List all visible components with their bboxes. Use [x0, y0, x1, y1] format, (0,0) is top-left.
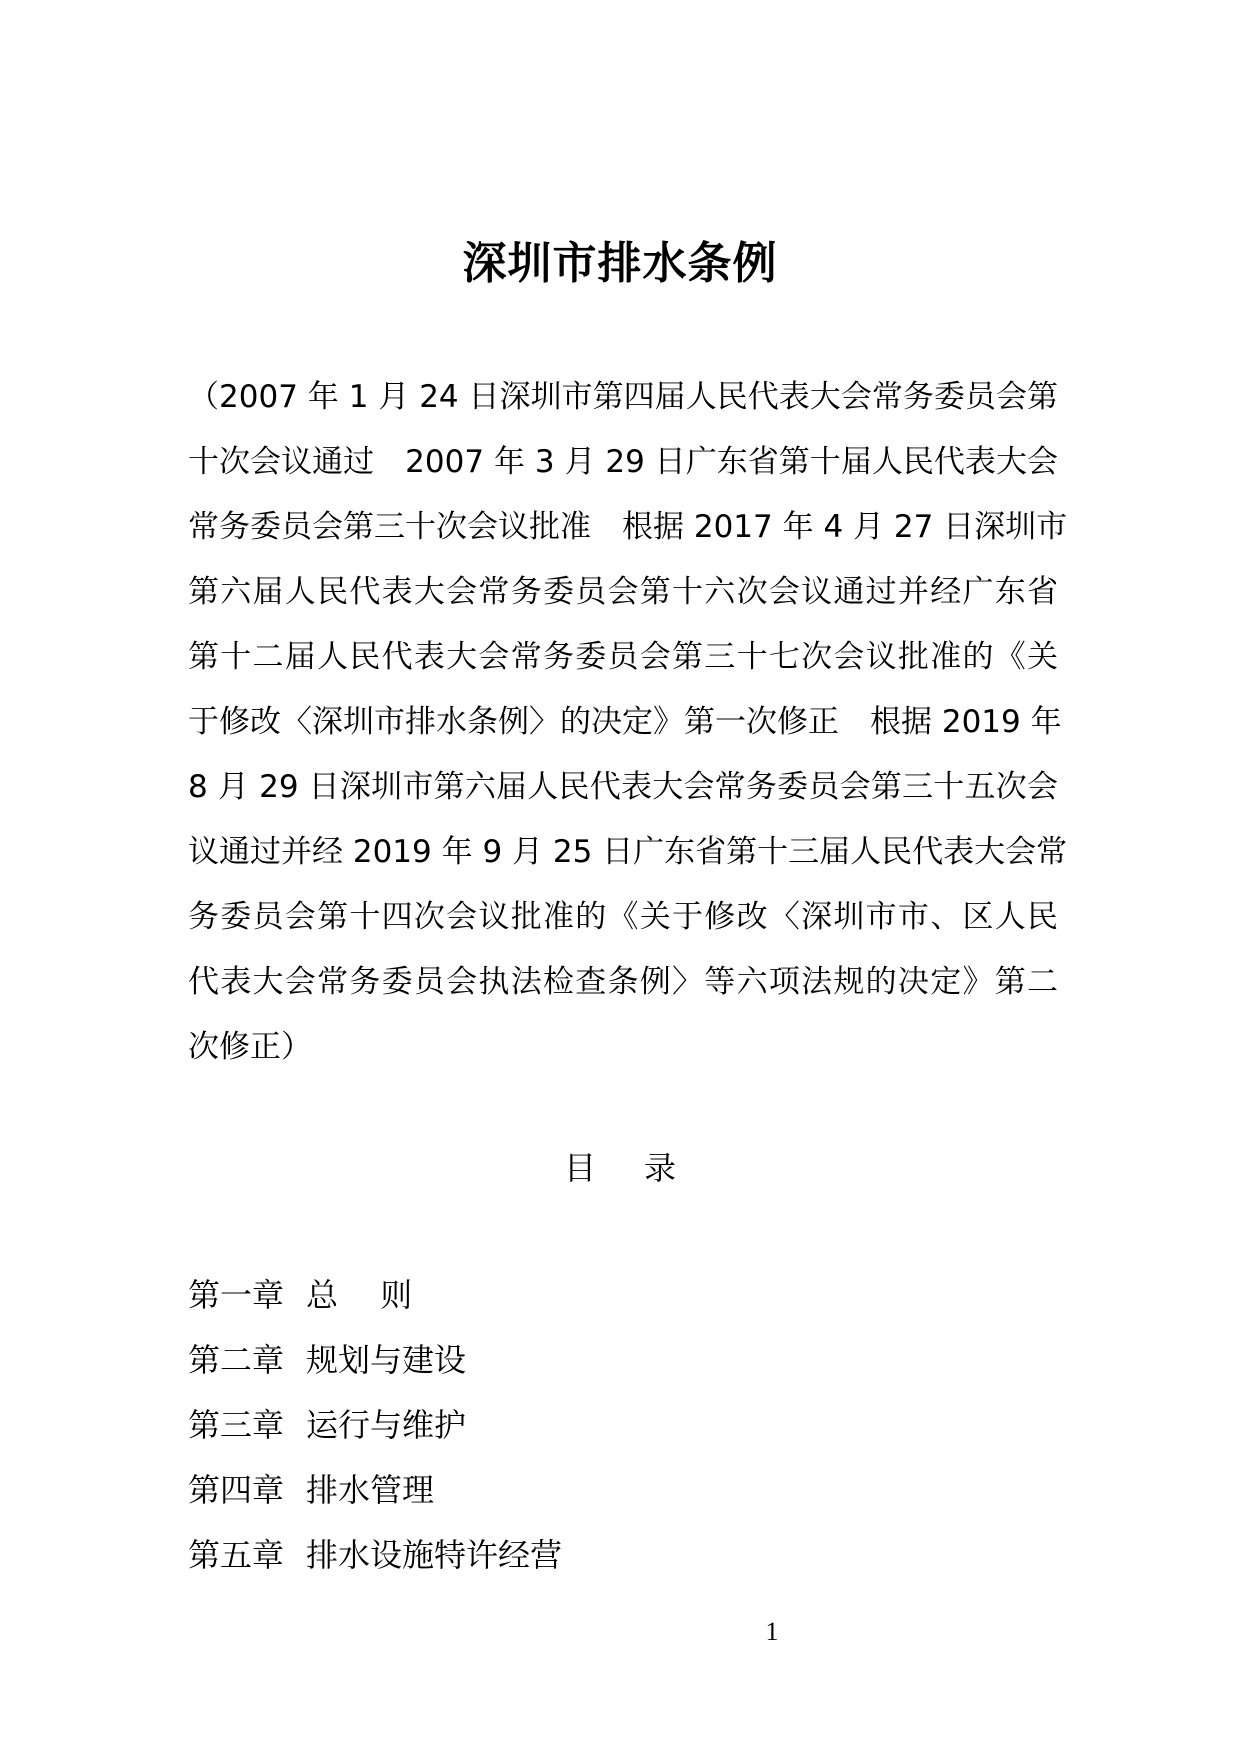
toc-chapter-number: 第二章	[188, 1341, 285, 1379]
toc-item[interactable]	[188, 1393, 1048, 1458]
toc-chapter-title: 总 则	[306, 1276, 413, 1314]
toc-chapter-title: 排水管理	[306, 1471, 435, 1509]
preamble-line: 8 月 29 日深圳市第六届人民代表大会常务委员会第三十五次会	[188, 769, 1058, 805]
toc-chapter-number: 第一章	[188, 1276, 285, 1314]
page-number	[0, 1616, 1240, 1648]
toc-item[interactable]	[188, 1523, 1048, 1588]
preamble-line: 第十二届人民代表大会常务委员会第三十七次会议批准的《关	[188, 639, 1058, 675]
toc-chapter-number: 第五章	[188, 1536, 285, 1574]
preamble-line: 第六届人民代表大会常务委员会第十六次会议通过并经广东省	[188, 574, 1058, 610]
preamble-line: 十次会议通过 2007 年 3 月 29 日广东省第十届人民代表大会	[188, 444, 1058, 480]
toc-chapter-title: 规划与建设	[306, 1341, 467, 1379]
preamble-line: 次修正）	[188, 1029, 312, 1065]
toc-chapter-title: 排水设施特许经营	[306, 1536, 563, 1574]
toc-item[interactable]	[188, 1263, 1048, 1328]
toc-item[interactable]	[188, 1328, 1048, 1393]
toc-chapter-title: 运行与维护	[306, 1406, 467, 1444]
toc-chapter-number: 第四章	[188, 1471, 285, 1509]
preamble-line: 常务委员会第三十次会议批准 根据 2017 年 4 月 27 日深圳市	[188, 509, 1068, 545]
preamble-line: 务委员会第十四次会议批准的《关于修改〈深圳市市、区人民	[188, 899, 1058, 935]
preamble-line: 于修改〈深圳市排水条例〉的决定》第一次修正 根据 2019 年	[188, 704, 1062, 740]
toc-heading-char: 目	[563, 1149, 596, 1187]
toc-heading	[0, 1140, 1240, 1196]
preamble-line: 议通过并经 2019 年 9 月 25 日广东省第十三届人民代表大会常	[188, 834, 1068, 870]
page-number-value: 1	[765, 1617, 779, 1646]
preamble-line: 代表大会常务委员会执法检查条例〉等六项法规的决定》第二	[188, 964, 1058, 1000]
toc-item[interactable]	[188, 1458, 1048, 1523]
toc-heading-char: 录	[644, 1149, 677, 1187]
preamble-line: （2007 年 1 月 24 日深圳市第四届人民代表大会常务委员会第	[188, 379, 1058, 415]
table-of-contents	[188, 1263, 1048, 1588]
toc-chapter-number: 第三章	[188, 1406, 285, 1444]
preamble	[188, 365, 1068, 1080]
document-title: 深圳市排水条例	[462, 238, 778, 289]
